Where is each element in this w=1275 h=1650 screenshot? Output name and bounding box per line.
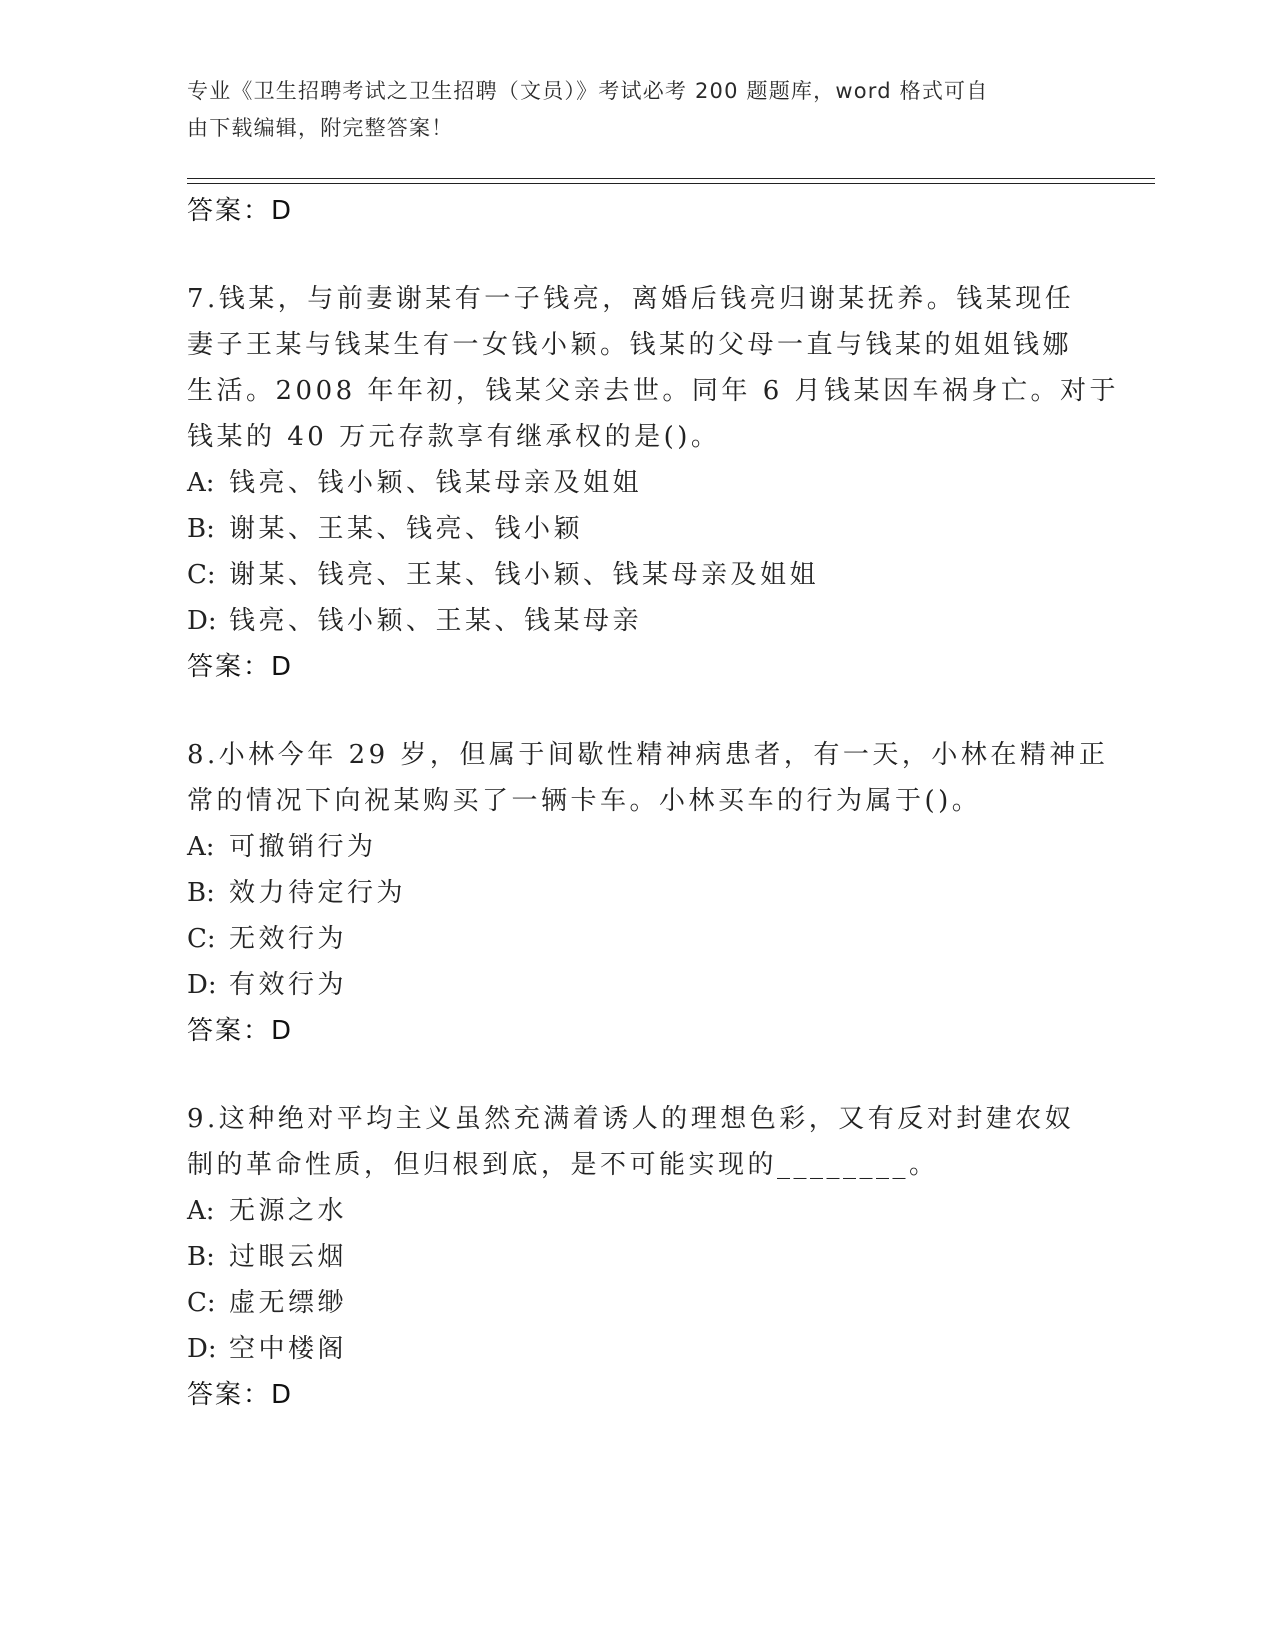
answer-label: 答案：: [187, 1380, 272, 1410]
question-8: [187, 732, 1109, 1054]
answer: [187, 1372, 1087, 1418]
option-c: [187, 916, 1087, 962]
spacer: [187, 1054, 1087, 1096]
option-key: C:: [187, 560, 216, 590]
option-text: 无源之水: [229, 1196, 348, 1226]
question-9: [187, 1096, 1087, 1418]
option-text: 钱亮、钱小颖、王某、钱某母亲: [229, 606, 643, 636]
question-text: [187, 1096, 1087, 1188]
option-key: D:: [187, 970, 217, 1000]
option-c: [187, 1280, 1087, 1326]
option-key: C:: [187, 1288, 216, 1318]
option-text: 谢某、钱亮、王某、钱小颖、钱某母亲及姐姐: [229, 560, 820, 590]
option-c: [187, 552, 1087, 598]
option-key: B:: [187, 1242, 215, 1272]
option-a: [187, 460, 1087, 506]
answer-value: D: [271, 1016, 294, 1046]
question-text: [187, 732, 1109, 824]
option-key: D:: [187, 1334, 217, 1364]
option-key: B:: [187, 514, 215, 544]
question-line: 7.钱某，与前妻谢某有一子钱亮，离婚后钱亮归谢某抚养。钱某现任: [187, 284, 1075, 314]
option-text: 钱亮、钱小颖、钱某母亲及姐姐: [229, 468, 643, 498]
document-header: [187, 73, 1067, 147]
page-content: [187, 188, 1120, 1418]
question-line: 9.这种绝对平均主义虽然充满着诱人的理想色彩，又有反对封建农奴: [187, 1104, 1075, 1134]
answer: [187, 644, 1087, 690]
option-text: 谢某、王某、钱亮、钱小颖: [229, 514, 584, 544]
header-line-1: 专业《卫生招聘考试之卫生招聘（文员）》考试必考 200 题题库，word 格式可自: [187, 79, 989, 103]
option-text: 有效行为: [229, 970, 348, 1000]
previous-answer: [187, 188, 1087, 234]
question-line: 生活。2008 年年初，钱某父亲去世。同年 6 月钱某因车祸身亡。对于: [187, 376, 1120, 406]
question-line: 制的革命性质，但归根到底，是不可能实现的________。: [187, 1150, 939, 1180]
option-text: 可撤销行为: [229, 832, 377, 862]
option-key: A:: [187, 468, 215, 498]
spacer: [187, 234, 1087, 276]
option-text: 过眼云烟: [229, 1242, 348, 1272]
option-text: 效力待定行为: [229, 878, 407, 908]
header-rule-bottom: [187, 183, 1155, 184]
answer-value: D: [271, 1380, 294, 1410]
option-a: [187, 1188, 1087, 1234]
header-rule-top: [187, 178, 1155, 179]
option-text: 空中楼阁: [229, 1334, 348, 1364]
answer-value: D: [271, 196, 294, 226]
question-line: 8.小林今年 29 岁，但属于间歇性精神病患者，有一天，小林在精神正: [187, 740, 1109, 770]
option-key: C:: [187, 924, 216, 954]
option-b: [187, 1234, 1087, 1280]
answer-value: D: [271, 652, 294, 682]
option-b: [187, 870, 1087, 916]
option-key: A:: [187, 832, 215, 862]
option-d: [187, 598, 1087, 644]
answer-label: 答案：: [187, 196, 272, 226]
header-line-2: 由下载编辑，附完整答案！: [187, 116, 454, 140]
option-b: [187, 506, 1087, 552]
answer-label: 答案：: [187, 1016, 272, 1046]
option-key: D:: [187, 606, 217, 636]
option-a: [187, 824, 1087, 870]
answer-label: 答案：: [187, 652, 272, 682]
question-line: 常的情况下向祝某购买了一辆卡车。小林买车的行为属于()。: [187, 786, 982, 816]
option-key: B:: [187, 878, 215, 908]
option-d: [187, 1326, 1087, 1372]
option-key: A:: [187, 1196, 215, 1226]
question-line: 妻子王某与钱某生有一女钱小颖。钱某的父母一直与钱某的姐姐钱娜: [187, 330, 1073, 360]
option-text: 无效行为: [229, 924, 348, 954]
question-line: 钱某的 40 万元存款享有继承权的是()。: [187, 422, 721, 452]
option-text: 虚无缥缈: [229, 1288, 348, 1318]
question-7: [187, 276, 1120, 690]
option-d: [187, 962, 1087, 1008]
question-text: [187, 276, 1120, 460]
spacer: [187, 690, 1087, 732]
answer: [187, 1008, 1087, 1054]
